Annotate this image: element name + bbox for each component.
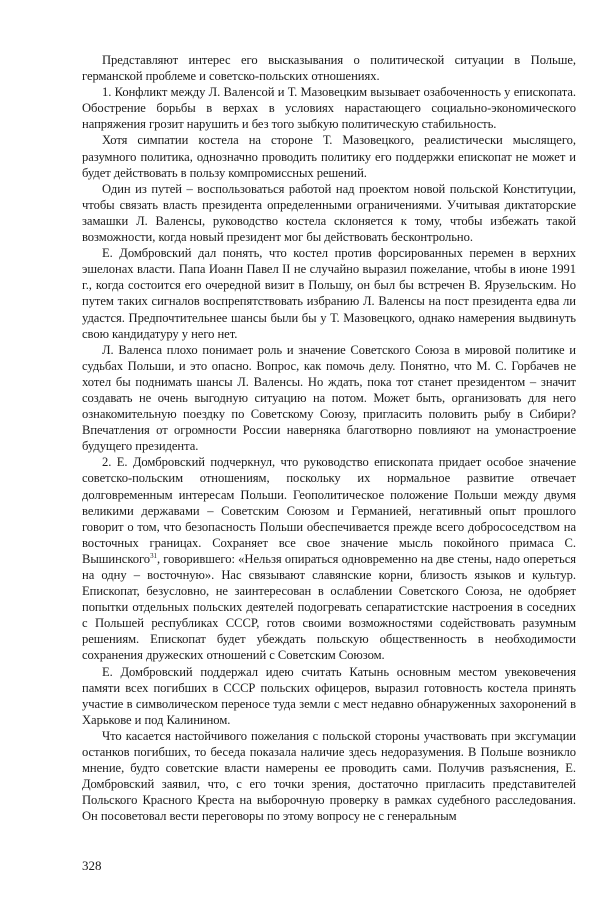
paragraph-7-end: , говорившего: «Нельзя опираться одновременно на две стены, надо опереться на одну – восточную». Нас связывают славянские корни, близость языков и культур. Епископат, безусловно, не заинтересован в ослаблении Советского Союза, не одобряет попытки отдельных польских деятелей подогревать сепаратистские настроения в соседних с Польшей республиках СССР, готов своими возможностями содействовать разумным решениям. Епископат будет убеждать польскую общественность в необходимости сохранения дружеских отношений с Советским Союзом. xyxy=(82,551,576,663)
paragraph-2: 1. Конфликт между Л. Валенсой и Т. Мазовецким вызывает озабоченность у епископата. Обострение борьбы в верхах в условиях нарастающего социально-экономического напряжения грозит нарушить и без того зыбкую политическую стабильность. xyxy=(82,85,576,132)
paragraph-5: Е. Домбровский дал понять, что костел против форсированных перемен в верхних эшелонах власти. Папа Иоанн Павел II не случайно выразил пожелание, чтобы в июне 1991 г., когда состоится его очередной визит в Польшу, он был бы встречен В. Ярузельским. Но путем таких сигналов воспрепятствовать избранию Л. Валенсы на пост президента едва ли удастся. Предпочтительнее шансы были бы у Т. Мазовецкого, однако намерения выдвинуть свою кандидатуру у него нет. xyxy=(82,246,576,341)
paragraph-6: Л. Валенса плохо понимает роль и значение Советского Союза в мировой политике и судьбах Польши, и это опасно. Вопрос, как помочь делу. Понятно, что М. С. Горбачев не хотел бы поднимать шансы Л. Валенсы. Но ждать, пока тот станет президентом – значит создавать не очень выгодную ситуацию на потом. Может быть, организовать для него ознакомительную поездку по Советскому Союзу, пригласить половить рыбу в Сибири? Впечатления от огромности России наверняка благотворно повлияют на умонастроение будущего президента. xyxy=(82,342,576,454)
page-number: 328 xyxy=(82,858,102,873)
paragraph-7-start: 2. Е. Домбровский подчеркнул, что руководство епископата придает особое значение советско-польским отношениям, поскольку их нормальное развитие отвечает долговременным интересам Польши. Геополитическое положение Польши между двумя великими державами – Советским Союзом и Германией, негативный опыт прошлого говорит о том, что безопасность Польши обеспечивается прежде всего добрососедством на восточных границах. Сохраняет все свое значение мысль покойного примаса С. Вышинского xyxy=(82,455,576,566)
footnote-marker: 31 xyxy=(150,551,157,560)
paragraph-7 xyxy=(82,454,576,663)
body-text xyxy=(82,52,576,825)
paragraph-4: Один из путей – воспользоваться работой над проектом новой польской Конституции, чтобы связать власть президента определенными ограничениями. Учитывая диктаторские замашки Л. Валенсы, руководство костела склоняется к тому, чтобы избежать такой возможности, когда новый президент мог бы действовать бесконтрольно. xyxy=(82,181,576,245)
paragraph-8: Е. Домбровский поддержал идею считать Катынь основным местом увековечения памяти всех погибших в СССР польских офицеров, выразил готовность костела принять участие в символическом переносе туда земли с мест недавно обнаруженных захоронений в Харькове и под Калинином. xyxy=(82,664,576,727)
paragraph-9: Что касается настойчивого пожелания с польской стороны участвовать при эксгумации останков погибших, то беседа показала наличие здесь недоразумения. В Польше возникло мнение, будто советские власти намерены ее проводить сами. Получив разъяснения, Е. Домбровский заявил, что, с его точки зрения, достаточно пригласить представителей Польского Красного Креста на выборочную проверку в рамках судебного расследования. Он посоветовал вести переговоры по этому вопросу не с генеральным xyxy=(82,728,576,824)
paragraph-1: Представляют интерес его высказывания о политической ситуации в Польше, германской проблеме и советско-польских отношениях. xyxy=(82,53,576,84)
paragraph-3: Хотя симпатии костела на стороне Т. Мазовецкого, реалистически мыслящего, разумного политика, однозначно проводить политику его поддержки епископат не может и будет действовать в пользу компромиссных решений. xyxy=(82,133,576,180)
